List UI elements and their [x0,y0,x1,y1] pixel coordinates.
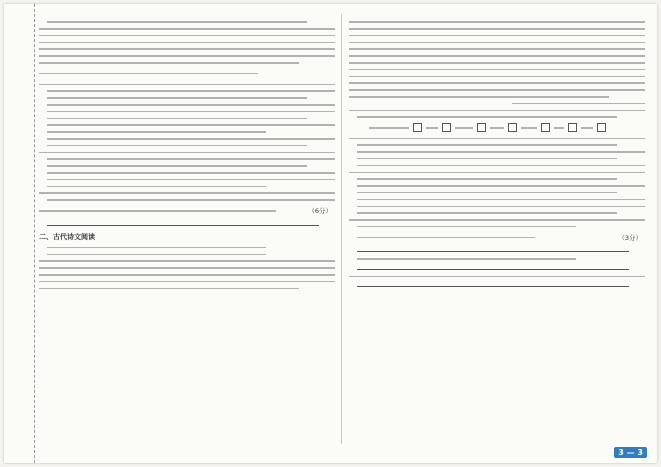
text-line [39,274,335,276]
left-column [39,16,335,441]
text-line [357,226,576,228]
text-line [357,199,645,201]
text-line [39,42,335,44]
text-line [357,165,645,167]
break-box-b[interactable] [442,123,451,132]
text-line [357,206,645,208]
text-line [47,179,335,181]
text-line [349,42,645,44]
answer-line[interactable] [357,268,629,270]
score-tag: （3分） [618,233,642,242]
text-line [349,219,645,221]
text-line [349,62,645,64]
text-line [357,151,645,153]
text-line [39,55,335,57]
score-tag: （6分） [308,207,332,216]
text-line [357,258,576,260]
text-line [39,260,335,262]
text-line [349,96,609,98]
answer-line[interactable] [357,250,629,252]
text-line [349,276,645,278]
break-box-a[interactable] [413,123,422,132]
text-line [39,192,335,194]
text-line [39,288,299,290]
binding-margin [4,4,35,463]
text-line [349,35,645,37]
text-line [47,254,266,256]
text-line [47,138,335,140]
break-box-c[interactable] [477,123,486,132]
text-line [39,28,335,30]
text-line [349,172,645,174]
exam-sheet [4,4,657,463]
text-line [39,267,335,269]
text-line [357,144,617,146]
text-line [47,104,335,106]
text-line [357,212,617,214]
text-line [357,178,617,180]
text-line [47,158,335,160]
text-line [512,103,645,105]
text-line [47,165,307,167]
text-line [47,247,266,249]
text-line [357,237,535,239]
text-line [47,199,335,201]
text-line [39,35,335,37]
text-line [47,97,307,99]
text-line [47,90,335,92]
text-line [349,21,645,23]
margin-label-bottom [12,294,24,354]
text-line [349,28,645,30]
answer-line[interactable] [47,224,319,226]
text-line [47,118,307,120]
text-line [39,84,335,86]
text-line [349,69,645,71]
text-line [349,89,645,91]
right-column [349,16,645,441]
margin-label-mid [12,154,24,214]
sentence-break-boxes [369,123,645,132]
page-number-badge: 3 — 3 [614,447,647,458]
text-line [47,145,307,147]
question-header [349,233,645,243]
section-heading: 二、古代诗文阅读 [39,232,95,241]
text-line [39,73,258,75]
margin-label-top [12,24,24,84]
text-line [39,152,335,154]
text-line [39,281,335,283]
text-line [47,172,335,174]
text-line [357,158,617,160]
text-line [39,48,335,50]
break-box-d[interactable] [508,123,517,132]
text-line [47,21,307,23]
text-line [349,55,645,57]
text-line [349,76,645,78]
answer-line[interactable] [357,285,629,287]
text-line [47,131,266,133]
text-line [349,48,645,50]
text-line [349,110,645,112]
text-line [357,185,645,187]
text-line [47,111,335,113]
text-line [47,124,335,126]
text-line [357,192,617,194]
text-line [39,210,276,212]
text-line [357,116,617,118]
break-box-g[interactable] [597,123,606,132]
text-line [47,186,266,188]
question-header [39,69,335,79]
text-line [39,62,299,64]
question-header [39,206,335,216]
break-box-f[interactable] [568,123,577,132]
column-divider [341,14,342,444]
text-line [349,82,645,84]
break-box-e[interactable] [541,123,550,132]
text-line [349,138,645,140]
